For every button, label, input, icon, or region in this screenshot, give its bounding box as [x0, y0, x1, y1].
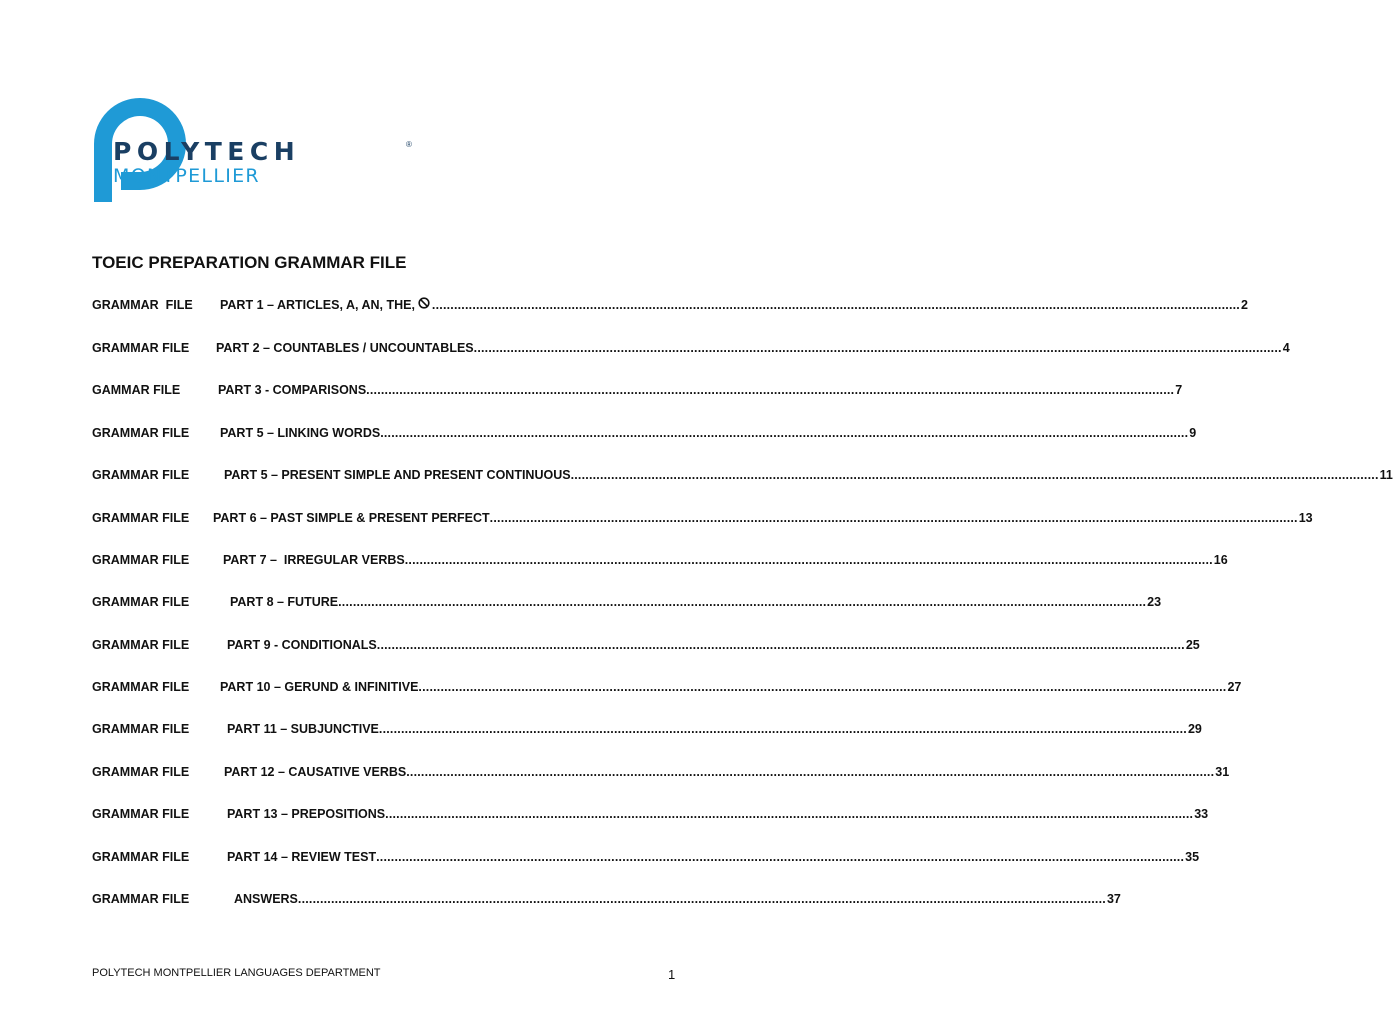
toc-row[interactable] [92, 848, 1200, 866]
footer-page-number: 1 [668, 967, 676, 982]
toc-entry-label: PART 2 – COUNTABLES / UNCOUNTABLES [216, 341, 474, 355]
toc-entry-label: PART 8 – FUTURE [230, 595, 339, 609]
toc-entry-label: PART 7 – IRREGULAR VERBS [223, 553, 405, 567]
toc-file-label: GRAMMAR FILE [92, 765, 190, 779]
toc-file-label: GRAMMAR FILE [92, 638, 190, 652]
toc-page-number: 7 [1175, 383, 1183, 397]
toc-page-number: 27 [1227, 680, 1242, 694]
toc-row[interactable] [92, 509, 1313, 527]
toc-entry-label: ANSWERS [234, 892, 298, 906]
toc-row[interactable] [92, 805, 1209, 823]
toc-entry-label: PART 9 - CONDITIONALS [227, 638, 377, 652]
null-sign-icon [418, 297, 430, 309]
toc-leader-dots: ............................................................................................................................................................................................................................ [473, 341, 1282, 355]
toc-leader-dots: ............................................................................................................................................................................................................................ [376, 638, 1185, 652]
toc-page-number: 9 [1189, 426, 1197, 440]
toc-row[interactable] [92, 424, 1197, 442]
toc-page-number: 35 [1185, 850, 1200, 864]
toc-page-number: 25 [1185, 638, 1200, 652]
toc-row[interactable] [92, 890, 1121, 908]
toc-entry-label: PART 12 – CAUSATIVE VERBS [224, 765, 407, 779]
toc-row[interactable] [92, 636, 1200, 654]
toc-file-label: GRAMMAR FILE [92, 595, 190, 609]
toc-leader-dots: ............................................................................................................................................................................................................................ [431, 298, 1240, 312]
footer-department: POLYTECH MONTPELLIER LANGUAGES DEPARTMENT [92, 967, 381, 979]
toc-page-number: 4 [1282, 341, 1290, 355]
toc-entry-label: PART 6 – PAST SIMPLE & PRESENT PERFECT [213, 511, 490, 525]
toc-row[interactable] [92, 763, 1230, 781]
toc-leader-dots: ............................................................................................................................................................................................................................ [385, 807, 1194, 821]
toc-leader-dots: ............................................................................................................................................................................................................................ [366, 383, 1175, 397]
toc-file-label: GRAMMAR FILE [92, 341, 190, 355]
toc-page-number: 11 [1379, 468, 1393, 482]
toc-leader-dots: ............................................................................................................................................................................................................................ [378, 722, 1187, 736]
toc-entry-label: PART 1 – ARTICLES, A, AN, THE, [220, 298, 415, 312]
toc-file-label: GRAMMAR FILE [92, 807, 190, 821]
toc-entry-label: PART 13 – PREPOSITIONS [227, 807, 386, 821]
toc-file-label: GRAMMAR FILE [92, 468, 190, 482]
toc-row[interactable] [92, 551, 1228, 569]
toc-leader-dots: ............................................................................................................................................................................................................................ [297, 892, 1106, 906]
toc-page-number: 37 [1106, 892, 1121, 906]
toc-row[interactable] [92, 339, 1290, 357]
toc-entry-label: PART 11 – SUBJUNCTIVE [227, 722, 379, 736]
toc-file-label: GRAMMAR FILE [92, 511, 190, 525]
toc-leader-dots: ............................................................................................................................................................................................................................ [380, 426, 1189, 440]
toc-entry-label: PART 3 - COMPARISONS [218, 383, 367, 397]
toc-page-number: 13 [1298, 511, 1313, 525]
toc-leader-dots: ............................................................................................................................................................................................................................ [404, 553, 1213, 567]
toc-file-label: GAMMAR FILE [92, 383, 181, 397]
toc-entry-label: PART 14 – REVIEW TEST [227, 850, 377, 864]
toc-row[interactable] [92, 296, 1248, 314]
toc-page-number: 23 [1147, 595, 1162, 609]
toc-page-number: 29 [1187, 722, 1202, 736]
toc-file-label: GRAMMAR FILE [92, 892, 190, 906]
logo-registered-mark: ® [406, 140, 412, 149]
toc-page-number: 2 [1240, 298, 1248, 312]
toc-file-label: GRAMMAR FILE [92, 850, 190, 864]
document-title: TOEIC PREPARATION GRAMMAR FILE [92, 253, 407, 272]
toc-file-label: GRAMMAR FILE [92, 298, 193, 312]
toc-leader-dots: ............................................................................................................................................................................................................................ [376, 850, 1185, 864]
toc-entry-label: PART 5 – PRESENT SIMPLE AND PRESENT CONTINUOUS [224, 468, 571, 482]
toc-file-label: GRAMMAR FILE [92, 722, 190, 736]
toc-page-number: 33 [1194, 807, 1209, 821]
toc-row[interactable] [92, 678, 1242, 696]
toc-leader-dots: ............................................................................................................................................................................................................................ [406, 765, 1215, 779]
toc-row[interactable] [92, 466, 1393, 484]
toc-page-number: 31 [1215, 765, 1230, 779]
toc-row[interactable] [92, 720, 1202, 738]
toc-page-number: 16 [1213, 553, 1228, 567]
toc-entry-label: PART 10 – GERUND & INFINITIVE [220, 680, 419, 694]
toc-entry-label: PART 5 – LINKING WORDS [220, 426, 381, 440]
toc-leader-dots: ............................................................................................................................................................................................................................ [489, 511, 1298, 525]
toc-file-label: GRAMMAR FILE [92, 426, 190, 440]
toc-leader-dots: ............................................................................................................................................................................................................................ [338, 595, 1147, 609]
toc-file-label: GRAMMAR FILE [92, 680, 190, 694]
logo-name: POLYTECH [113, 137, 301, 166]
toc-leader-dots: ............................................................................................................................................................................................................................ [418, 680, 1227, 694]
toc-file-label: GRAMMAR FILE [92, 553, 190, 567]
toc-leader-dots: ............................................................................................................................................................................................................................ [570, 468, 1379, 482]
logo-subtitle: MONTPELLIER [113, 165, 260, 187]
toc-row[interactable] [92, 593, 1162, 611]
toc-row[interactable] [92, 381, 1183, 399]
